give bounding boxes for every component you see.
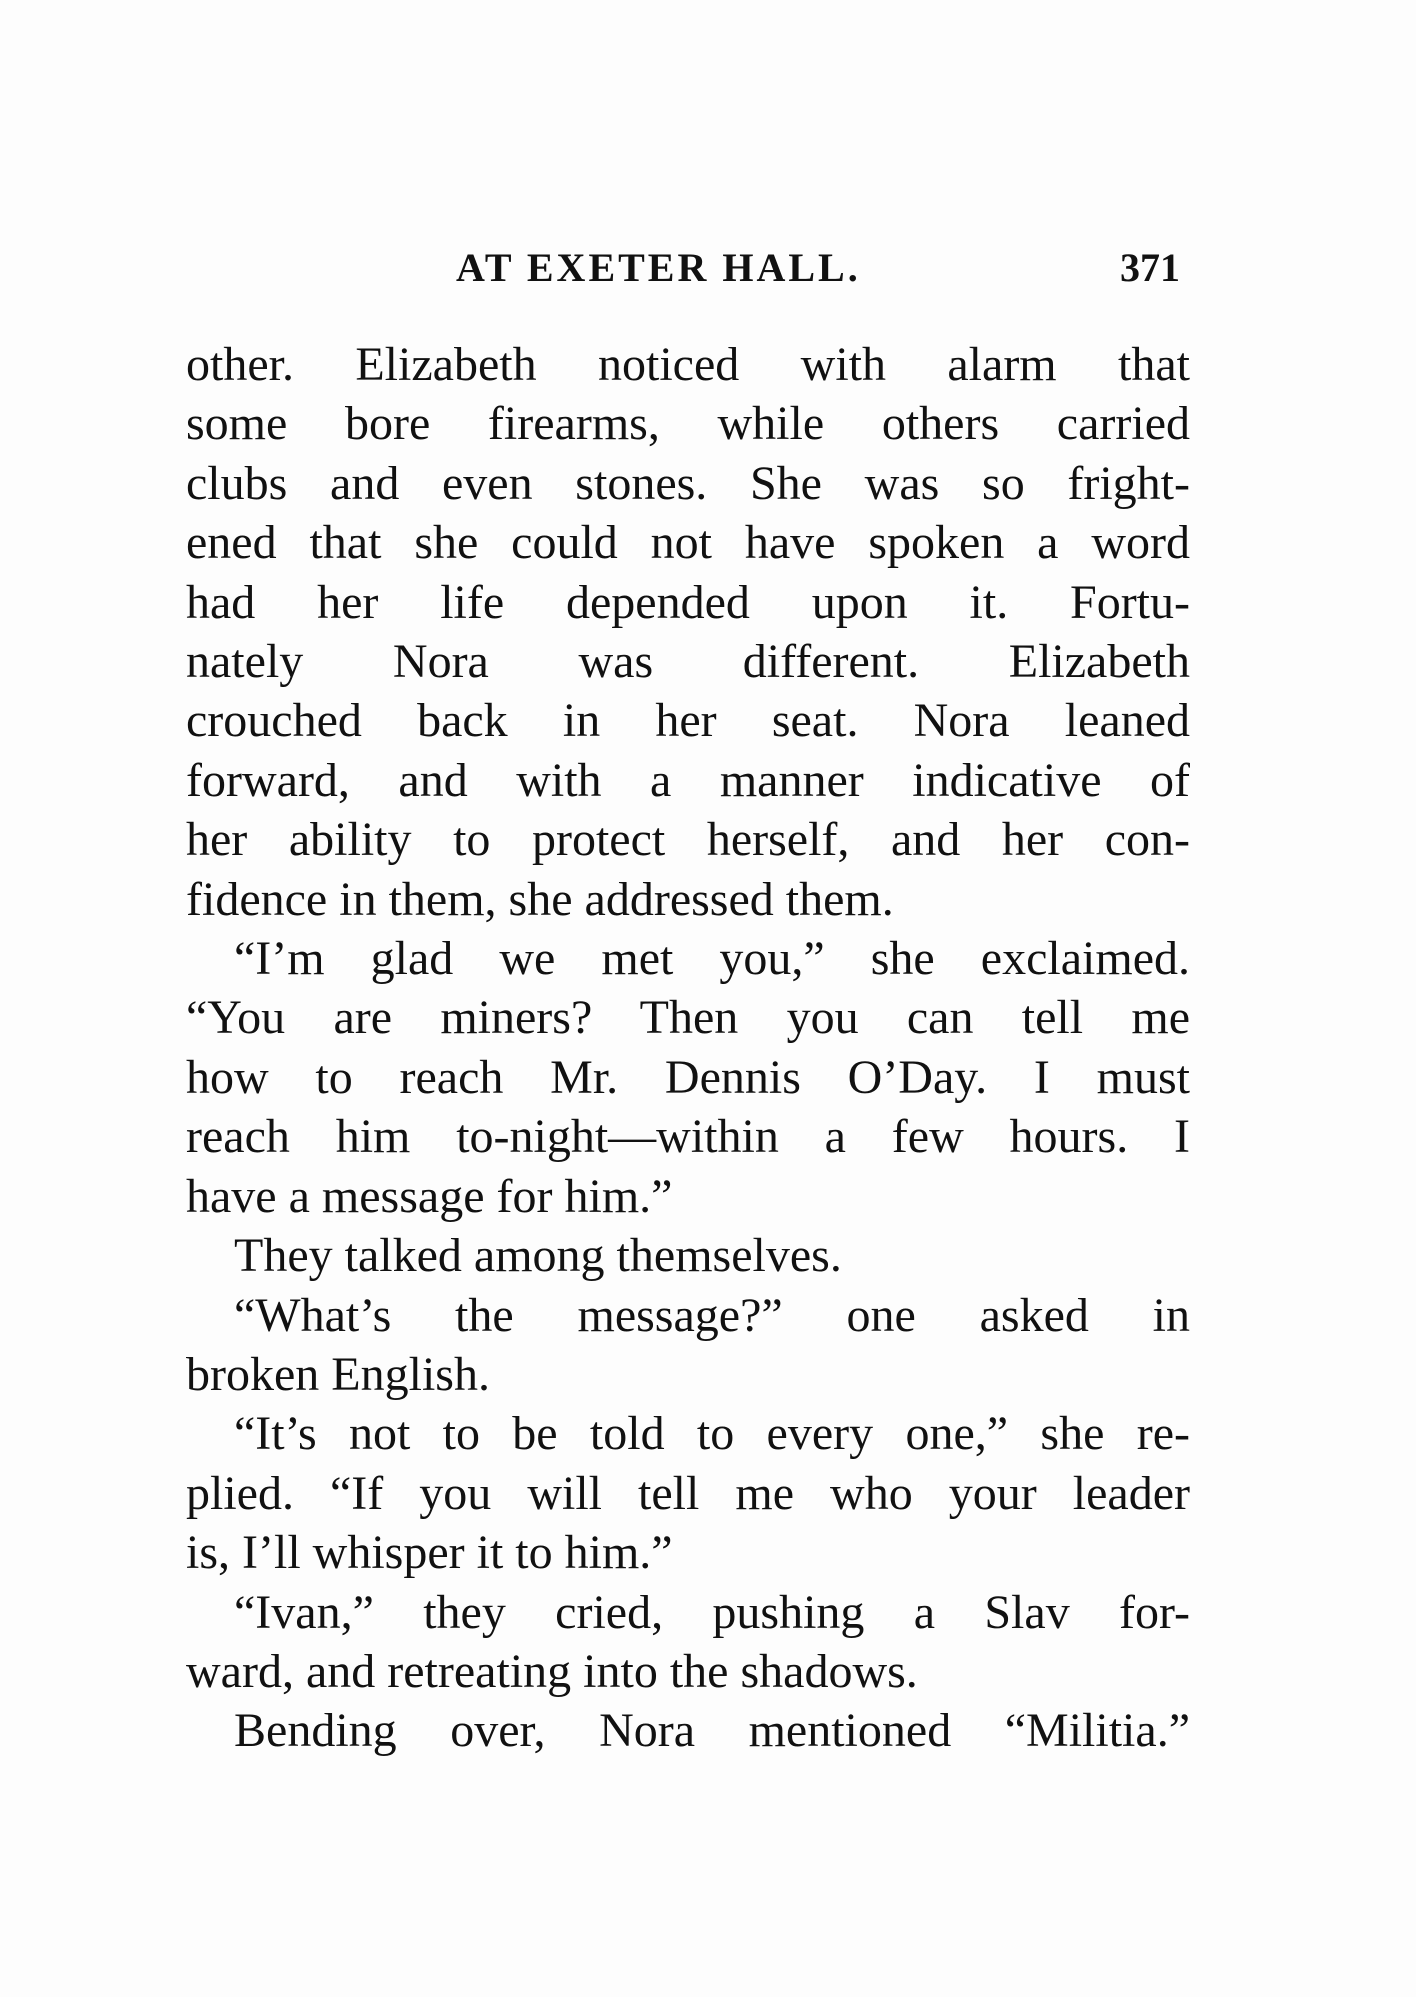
text-line: how to reach Mr. Dennis O’Day. I must [186,1050,1190,1104]
text-line: Bending over, Nora mentioned “Militia.” [234,1704,1190,1758]
body-text [186,335,1190,1761]
text-line: “I’m glad we met you,” she exclaimed. [234,932,1190,986]
text-line: “You are miners? Then you can tell me [186,991,1190,1045]
text-line: clubs and even stones. She was so fright- [186,456,1190,510]
text-line: some bore firearms, while others carried [186,397,1190,451]
text-line: fidence in them, she addressed them. [186,872,894,926]
text-line: “Ivan,” they cried, pushing a Slav for- [234,1585,1190,1639]
text-line: nately Nora was different. Elizabeth [186,635,1190,689]
text-line: is, I’ll whisper it to him.” [186,1526,673,1580]
text-line: ened that she could not have spoken a word [186,516,1190,570]
text-line: “It’s not to be told to every one,” she re- [234,1407,1190,1461]
text-line: had her life depended upon it. Fortu- [186,575,1190,629]
text-line: “What’s the message?” one asked in [234,1288,1190,1342]
text-line: have a message for him.” [186,1169,673,1223]
text-line: other. Elizabeth noticed with alarm that [186,338,1190,391]
text-line: ward, and retreating into the shadows. [186,1644,918,1698]
text-line: plied. “If you will tell me who your leader [186,1466,1190,1520]
page-header [186,238,1190,298]
text-line: broken English. [186,1347,490,1401]
text-line: They talked among themselves. [234,1229,842,1283]
text-line: reach him to-night—within a few hours. I [186,1110,1190,1164]
page-number: 371 [1120,245,1180,290]
text-line: her ability to protect herself, and her con- [186,813,1190,867]
text-line: forward, and with a manner indicative of [186,753,1190,807]
running-head: AT EXETER HALL. [456,245,861,290]
text-line: crouched back in her seat. Nora leaned [186,694,1190,748]
